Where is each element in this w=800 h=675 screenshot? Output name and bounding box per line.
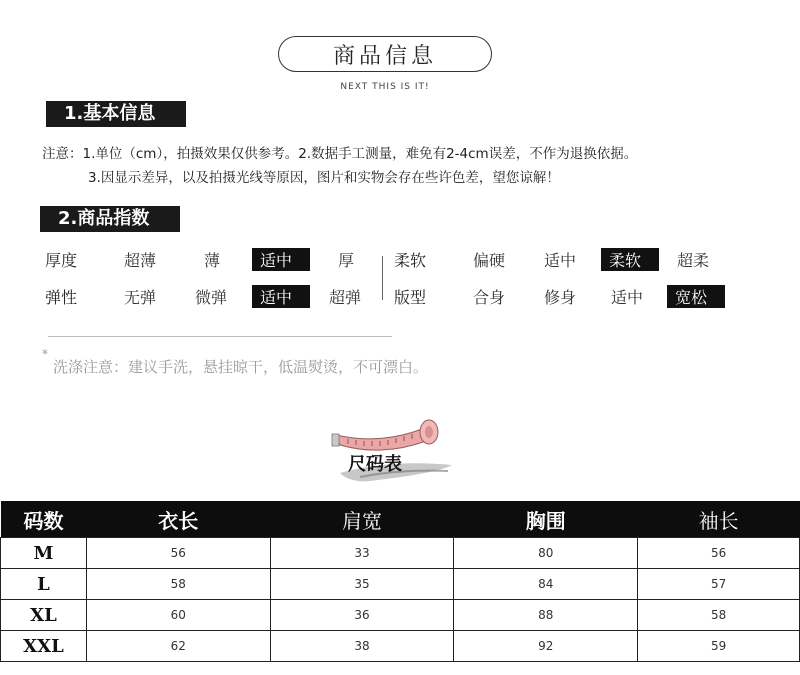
shoulder-cell: 38 [270, 631, 454, 662]
softness-option: 适中 [544, 251, 577, 270]
header-sleeve: 袖长 [638, 501, 800, 538]
chest-cell: 88 [454, 600, 638, 631]
header-length: 衣长 [86, 501, 270, 538]
section-product-index-label: 2.商品指数 [58, 208, 150, 229]
divider-line [48, 336, 392, 337]
sleeve-cell: 56 [638, 538, 800, 569]
size-chart-table [0, 501, 800, 662]
softness-option-selected: 柔软 [601, 248, 659, 271]
size-cell: XXL [1, 631, 87, 662]
table-row [1, 569, 800, 600]
sleeve-cell: 59 [638, 631, 800, 662]
header-shoulder: 肩宽 [270, 501, 454, 538]
thickness-option: 超薄 [124, 251, 157, 270]
index-label-softness: 柔软 [394, 251, 427, 270]
table-row [1, 631, 800, 662]
header-size: 码数 [1, 501, 87, 538]
chest-cell: 80 [454, 538, 638, 569]
size-chart-title: 尺码表 [348, 454, 402, 475]
size-cell: XL [1, 600, 87, 631]
index-divider [382, 256, 383, 300]
length-cell: 60 [86, 600, 270, 631]
note-line-1: 注意：1.单位（cm），拍摄效果仅供参考。2.数据手工测量，难免有2-4cm误差，不作为退换依据。 [42, 146, 638, 162]
header-chest: 胸围 [454, 501, 638, 538]
elasticity-option: 超弹 [329, 288, 362, 307]
section-basic-info-tag [46, 101, 186, 127]
index-label-thickness: 厚度 [45, 251, 78, 270]
shoulder-cell: 35 [270, 569, 454, 600]
section-basic-info-label: 1.基本信息 [64, 103, 156, 124]
thickness-option: 厚 [338, 251, 355, 270]
shoulder-cell: 36 [270, 600, 454, 631]
size-chart-header-row [1, 501, 800, 538]
thickness-option: 薄 [204, 251, 221, 270]
fit-option-selected: 宽松 [667, 285, 725, 308]
note-line-2: 3.因显示差异，以及拍摄光线等原因，图片和实物会存在些许色差，望您谅解！ [88, 170, 560, 186]
size-cell: M [1, 538, 87, 569]
page-title: 商品信息 [278, 36, 492, 72]
thickness-option-selected: 适中 [252, 248, 310, 271]
elasticity-option: 无弹 [124, 288, 157, 307]
length-cell: 58 [86, 569, 270, 600]
fit-option: 适中 [611, 288, 644, 307]
table-row [1, 538, 800, 569]
table-row [1, 600, 800, 631]
elasticity-option: 微弹 [195, 288, 228, 307]
fit-option: 合身 [473, 288, 506, 307]
size-cell: L [1, 569, 87, 600]
sleeve-cell: 58 [638, 600, 800, 631]
page-subtitle: NEXT THIS IS IT! [340, 82, 430, 92]
shoulder-cell: 33 [270, 538, 454, 569]
chest-cell: 92 [454, 631, 638, 662]
sleeve-cell: 57 [638, 569, 800, 600]
fit-option: 修身 [544, 288, 577, 307]
chest-cell: 84 [454, 569, 638, 600]
wash-asterisk: * [42, 347, 48, 361]
length-cell: 56 [86, 538, 270, 569]
elasticity-option-selected: 适中 [252, 285, 310, 308]
index-label-elasticity: 弹性 [45, 288, 78, 307]
length-cell: 62 [86, 631, 270, 662]
section-product-index-tag [40, 206, 180, 232]
wash-note: 洗涤注意：建议手洗，悬挂晾干，低温熨烫，不可漂白。 [53, 358, 429, 376]
softness-option: 偏硬 [473, 251, 506, 270]
index-label-fit: 版型 [394, 288, 427, 307]
softness-option: 超柔 [677, 251, 710, 270]
